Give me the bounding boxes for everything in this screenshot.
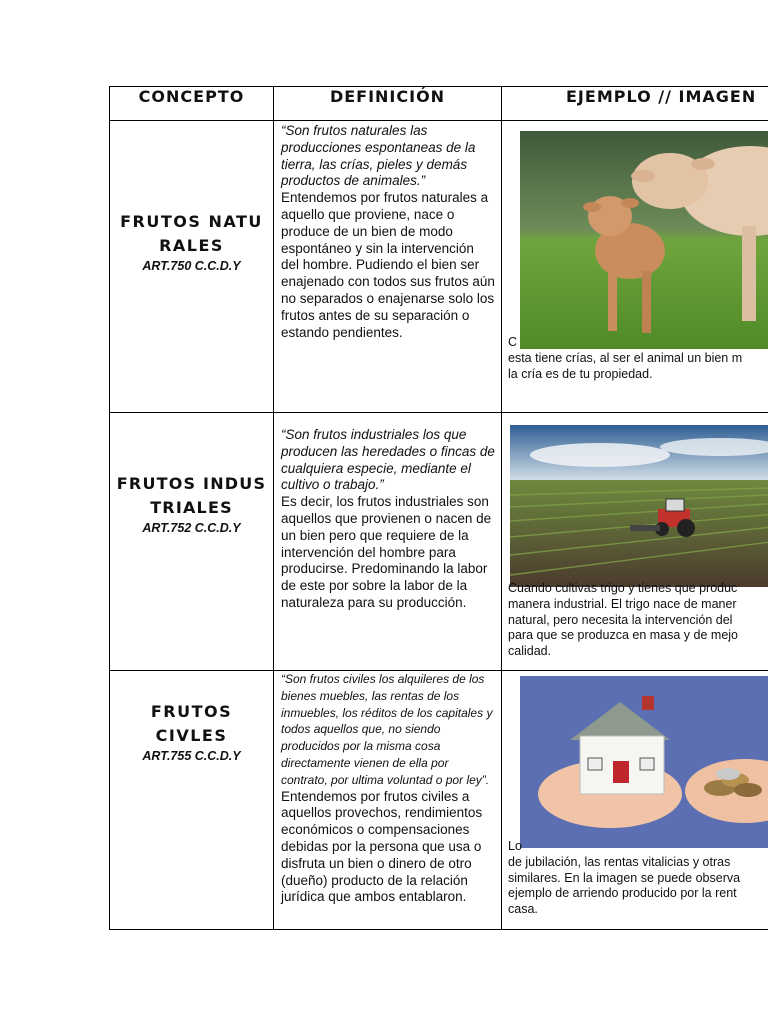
definition-cell	[274, 121, 502, 413]
concept-cell	[110, 671, 274, 930]
example-cell	[502, 121, 768, 413]
example-text: Lo de jubilación, las rentas vitalicias y otras similares. En la imagen se puede observa ejemplo de arriendo producido por la rent casa.	[508, 839, 741, 917]
concept-article: ART.752 C.C.D.Y	[142, 520, 241, 535]
definition-quote: “Son frutos industriales los que producen las heredades o fincas de cualquiera especie, mediante el cultivo o trabajo.”	[281, 427, 495, 493]
definition-explanation: Es decir, los frutos industriales son aquellos que provienen o nacen de un bien pero que requiere de la intervención del hombre para producirse. Predominando la labor de este por sobre la labor de la naturaleza para su producción.	[281, 494, 492, 610]
table-header-row	[110, 87, 768, 121]
definition-explanation: Entendemos por frutos civiles a aquellos provechos, rendimientos económicos o compensaciones debidas por la persona que usa o disfruta un bien o dinero de otro (dueño) producto de la relación jurídica que ambos entablaron.	[281, 788, 483, 905]
table-row	[110, 413, 768, 671]
house-and-coins-photo-icon	[520, 676, 768, 848]
definition-text	[274, 671, 501, 906]
concept-title: FRUTOS CIVLES	[150, 702, 233, 745]
example-text: C esta tiene crías, al ser el animal un bien m la cría es de tu propiedad.	[508, 335, 743, 381]
table-row	[110, 671, 768, 930]
definition-cell	[274, 671, 502, 930]
definition-text	[274, 413, 501, 612]
definition-cell	[274, 413, 502, 671]
tractor-field-photo-icon	[510, 425, 768, 587]
concept-article: ART.750 C.C.D.Y	[142, 258, 241, 273]
concept-article: ART.755 C.C.D.Y	[142, 749, 241, 763]
concept-cell	[110, 413, 274, 671]
concept-title: FRUTOS INDUSTRIALES	[116, 473, 267, 517]
example-cell	[502, 671, 768, 930]
concept-title: FRUTOS NATURALES	[120, 211, 263, 255]
table-row	[110, 121, 768, 413]
definition-text	[274, 121, 501, 341]
header-ejemplo: EJEMPLO // IMAGEN	[502, 87, 768, 121]
example-text: Cuando cultivas trigo y tienes que produc manera industrial. El trigo nace de maner natural, pero necesita la intervención del para que se produzca en masa y de mejo calidad.	[508, 581, 738, 659]
definition-quote: “Son frutos civiles los alquileres de los bienes muebles, las rentas de los inmuebles, los réditos de los capitales y todos aquellos que, no siendo producidos por la misma cosa directamente vienen de ella por contrato, por ultima voluntad o por ley”.	[281, 672, 493, 787]
header-concepto: CONCEPTO	[110, 87, 274, 121]
cow-and-calf-photo-icon	[520, 131, 768, 349]
definition-explanation: Entendemos por frutos naturales a aquello que proviene, nace o produce de un bien de modo espontáneo y sin la intervención del hombre. Pudiendo el bien ser enajenado con todos sus frutos aún no separados o enajenarse solo los frutos antes de su separación o estando pendientes.	[281, 190, 495, 340]
frutos-table	[109, 86, 768, 930]
definition-quote: “Son frutos naturales las producciones espontaneas de la tierra, las crías, pieles y demás productos de animales.”	[281, 123, 476, 189]
concept-cell	[110, 121, 274, 413]
header-definicion: DEFINICIÓN	[274, 87, 502, 121]
example-cell	[502, 413, 768, 671]
